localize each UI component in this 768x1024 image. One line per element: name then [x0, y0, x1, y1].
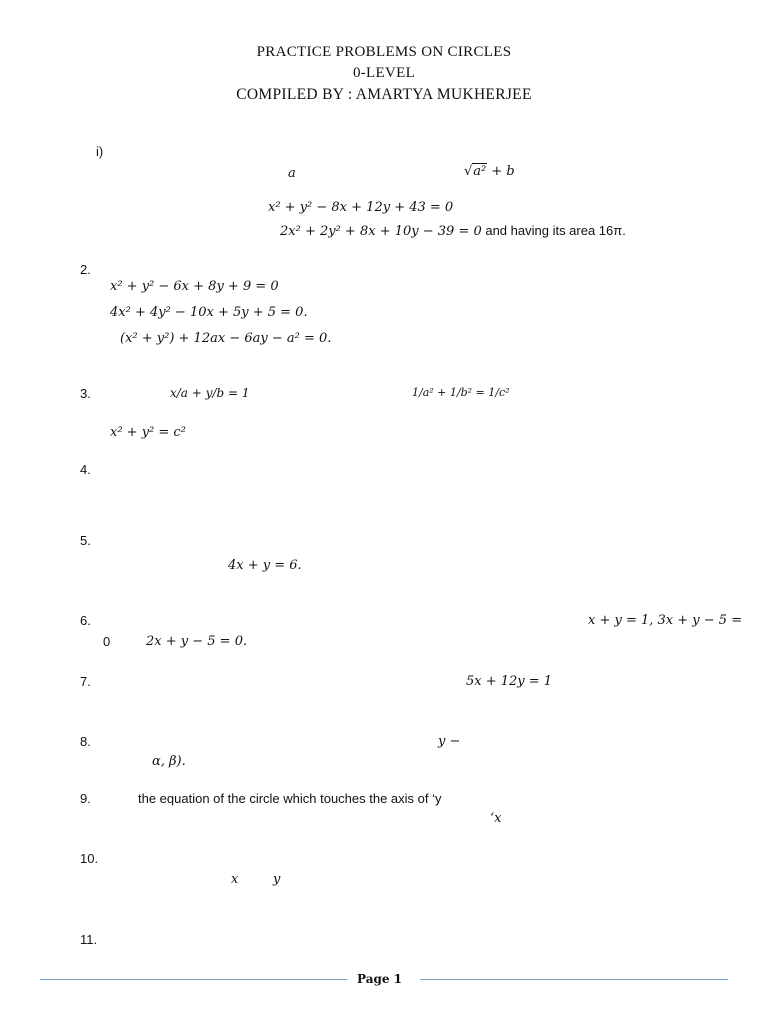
problem-1-eq1: x² + y² − 8x + 12y + 43 = 0	[268, 200, 454, 215]
footer-rule-right	[420, 979, 728, 980]
footer-rule-left	[40, 979, 347, 980]
problem-2-eq1: x² + y² − 6x + 8y + 9 = 0	[110, 279, 279, 294]
document-level: 0-LEVEL	[352, 65, 416, 81]
problem-10-number: 10.	[80, 851, 99, 866]
problem-6-number: 6.	[80, 613, 91, 628]
problem-5-eq1: 4x + y = 6.	[228, 558, 302, 573]
problem-1-var-a: a	[288, 166, 296, 181]
problem-6-eq1: x + y = 1, 3x + y − 5 =	[588, 613, 743, 628]
problem-5-number: 5.	[80, 533, 91, 548]
problem-9-number: 9.	[80, 791, 91, 806]
problem-3-eq2: 1/a² + 1/b² = 1/c²	[412, 386, 510, 399]
problem-1-eq2: 2x² + 2y² + 8x + 10y − 39 = 0	[280, 224, 482, 239]
problem-8-eq2: α, β).	[152, 754, 186, 769]
problem-8-number: 8.	[80, 734, 91, 749]
problem-1-number: i)	[96, 144, 104, 159]
problem-6-zero: 0	[103, 634, 111, 649]
problem-6-eq2: 2x + y − 5 = 0.	[146, 634, 248, 649]
problem-9-text: the equation of the circle which touches the axis of ‘y	[138, 791, 442, 806]
problem-4-number: 4.	[80, 462, 91, 477]
problem-1-sqrt-expr: √a² + b	[464, 164, 515, 179]
problem-1-plus-b: + b	[487, 164, 515, 179]
problem-7-eq1: 5x + 12y = 1	[466, 674, 553, 689]
problem-9-x-axis: ‘x	[490, 811, 502, 826]
document-title: PRACTICE PROBLEMS ON CIRCLES	[256, 44, 512, 60]
problem-3-number: 3.	[80, 386, 91, 401]
problem-8-eq1: y −	[438, 734, 461, 749]
problem-3-eq3: x² + y² = c²	[110, 425, 186, 440]
problem-1-sqrt-radicand: a²	[473, 164, 487, 179]
page-number: Page 1	[357, 972, 403, 986]
problem-1-eq2-tail: and having its area 16π.	[481, 223, 626, 238]
problem-1-line2	[280, 222, 626, 240]
problem-11-number: 11.	[80, 932, 98, 947]
problem-7-number: 7.	[80, 674, 91, 689]
problem-10-var-y: y	[273, 872, 281, 887]
problem-3-eq1: x/a + y/b = 1	[170, 386, 250, 400]
problem-10-var-x: x	[231, 872, 239, 887]
problem-2-eq3: (x² + y²) + 12ax − 6ay − a² = 0.	[120, 331, 332, 346]
document-author: COMPILED BY : AMARTYA MUKHERJEE	[236, 86, 532, 103]
problem-2-eq2: 4x² + 4y² − 10x + 5y + 5 = 0.	[110, 305, 308, 320]
problem-2-number: 2.	[80, 262, 91, 277]
